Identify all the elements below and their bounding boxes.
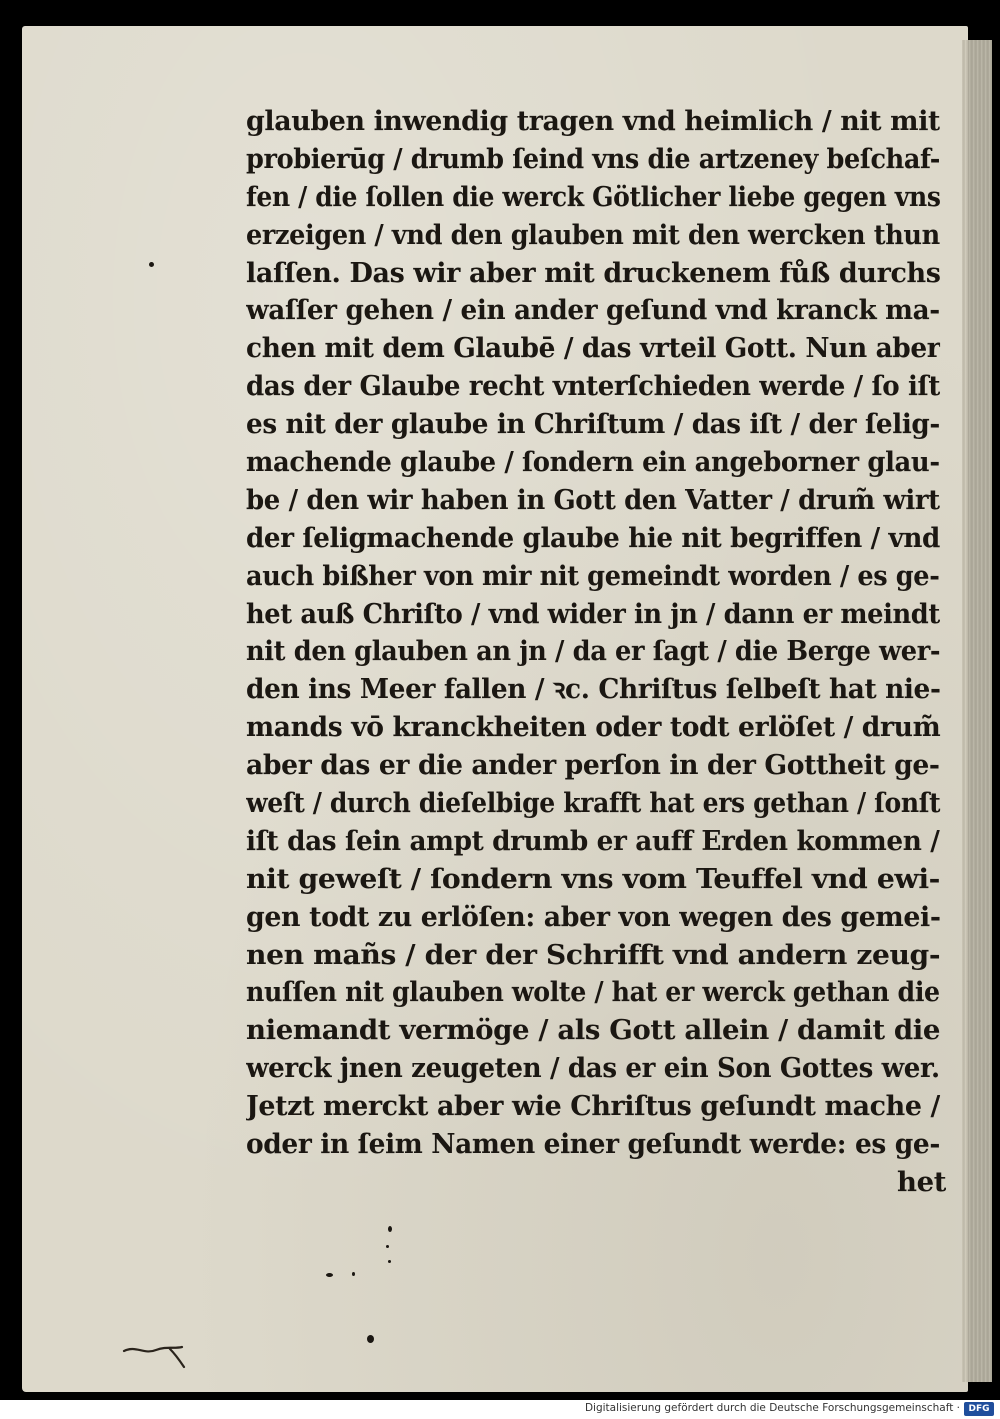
ink-speck (352, 1272, 355, 1276)
text-line: weſt / durch dieſelbige krafft hat ers gethan / ſonſt (246, 787, 941, 820)
text-line: be / den wir haben in Gott den Vatter / drum̃ wirt (246, 483, 940, 516)
text-line: nit geweſt / ſondern vns vom Teuffel vnd ewi- (246, 862, 940, 895)
text-line: niemandt vermöge / als Gott allein / damit die (246, 1014, 940, 1047)
text-line: machende glaube / ſondern ein angeborner glau- (246, 446, 940, 479)
text-line: het auß Chriſto / vnd wider in jn / dann er meindt (246, 597, 940, 630)
text-line: erzeigen / vnd den glauben mit den wercken thun (246, 218, 940, 251)
text-line: auch bißher von mir nit gemeindt worden / es ge- (246, 559, 940, 592)
text-line: werck jnen zeugeten / das er ein Son Gottes wer. (246, 1052, 940, 1085)
ink-speck (367, 1335, 374, 1343)
text-line: nuſſen nit glauben wolte / hat er werck gethan die (246, 976, 940, 1009)
text-line: nit den glauben an jn / da er ſagt / die Berge wer- (246, 635, 940, 668)
text-line: Jetzt merckt aber wie Chriſtus geſundt mache / (246, 1090, 940, 1123)
ink-speck (388, 1226, 392, 1232)
ink-speck (386, 1245, 389, 1248)
pen-mark (122, 1343, 192, 1369)
text-line: laſſen. Das wir aber mit druckenem fůß durchs (246, 256, 941, 289)
ink-speck (149, 262, 154, 267)
text-line: gen todt zu erlöſen: aber von wegen des gemei- (246, 900, 941, 933)
text-line: oder in ſeim Namen einer geſundt werde: es ge- (246, 1128, 940, 1161)
page-stack-edge (962, 40, 992, 1382)
text-line: der ſeligmachende glaube hie nit begriffen / vnd (246, 521, 940, 554)
catchword: het (897, 1165, 946, 1198)
body-text (246, 103, 946, 1202)
text-line: waſſer gehen / ein ander geſund vnd kranck ma- (246, 294, 940, 327)
text-line: mands vō kranckheiten oder todt erlöſet / drum̃ (246, 711, 941, 744)
text-line: probierūg / drumb ſeind vns die artzeney beſchaf- (246, 142, 940, 175)
funding-credit: Digitalisierung gefördert durch die Deutsche Forschungsgemeinschaft · (584, 1402, 960, 1414)
text-line: das der Glaube recht vnterſchieden werde / ſo iſt (246, 370, 940, 403)
ink-speck (388, 1260, 391, 1263)
digitization-footer (0, 1400, 1000, 1419)
text-line: es nit der glaube in Chriſtum / das iſt / der ſelig- (246, 408, 940, 441)
ink-speck (326, 1273, 333, 1277)
dfg-logo: DFG (964, 1402, 994, 1416)
text-line: iſt das ſein ampt drumb er auff Erden kommen / (246, 824, 940, 857)
text-line: fen / die ſollen die werck Götlicher liebe gegen vns (246, 180, 941, 213)
text-line: glauben inwendig tragen vnd heimlich / nit mit (246, 105, 940, 137)
text-line: chen mit dem Glaubē / das vrteil Gott. Nun aber (246, 332, 941, 365)
text-line: nen mañs / der der Schrifft vnd andern zeug- (246, 938, 940, 971)
text-line: den ins Meer fallen / ꝛc. Chriſtus ſelbeſt hat nie- (246, 673, 941, 706)
text-line: aber das er die ander perſon in der Gottheit ge- (246, 749, 940, 782)
